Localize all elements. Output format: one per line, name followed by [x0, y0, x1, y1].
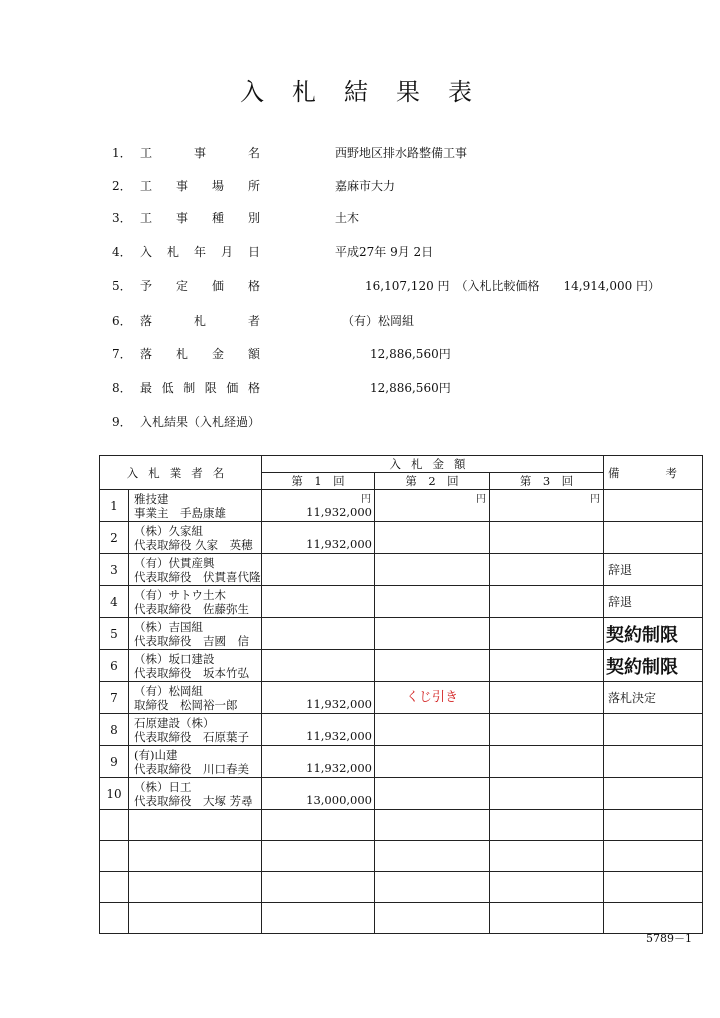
bidder-name — [129, 778, 262, 810]
field-label — [140, 243, 260, 260]
field-label-char: 工 — [140, 179, 153, 193]
bidder-name — [129, 714, 262, 746]
company-name: （有）伏貫産興 — [134, 555, 215, 570]
empty-cell — [100, 841, 129, 872]
field-label-char: 落 — [140, 314, 153, 328]
company-name: (有)山建 — [134, 747, 178, 762]
empty-cell — [604, 903, 703, 934]
field-label-char: 価 — [226, 381, 239, 395]
field-label — [140, 413, 340, 430]
field-label-char: 予 — [140, 279, 153, 293]
round-1-amount: 11,932,000 — [262, 714, 375, 746]
bidder-name — [129, 586, 262, 618]
remark — [604, 746, 703, 778]
representative: 取締役 松岡裕一郎 — [134, 697, 238, 712]
field-number: 1． — [112, 146, 132, 160]
page-title: 入札結果表 — [240, 78, 500, 106]
field-number: 2． — [112, 179, 132, 193]
round-3-amount — [490, 490, 604, 522]
representative: 事業主 手島康雄 — [134, 505, 226, 520]
company-name: 雅技建 — [134, 491, 169, 506]
field-label-char: 年 — [193, 245, 206, 259]
table-row — [100, 650, 703, 682]
round-3-amount — [490, 554, 604, 586]
field-label-char: 金 — [211, 347, 224, 361]
header-round-1: 第 1 回 — [262, 473, 375, 490]
empty-cell — [262, 903, 375, 934]
field-label-char: 額 — [247, 347, 260, 361]
empty-cell — [375, 872, 490, 903]
round-3-amount — [490, 682, 604, 714]
round-1-amount — [262, 618, 375, 650]
field-label-char: 価 — [211, 279, 224, 293]
field-label-char: 事 — [193, 146, 206, 160]
field-label-char: 札 — [175, 347, 188, 361]
bidder-name — [129, 554, 262, 586]
remark: 契約制限 — [604, 618, 703, 650]
empty-cell — [490, 841, 604, 872]
bidder-name — [129, 682, 262, 714]
representative: 代表取締役 吉國 信 — [134, 633, 249, 648]
field-label-char: 場 — [211, 179, 224, 193]
row-number: 3 — [100, 554, 129, 586]
representative: 代表取締役 久家 英穂 — [134, 537, 253, 552]
table-row — [100, 522, 703, 554]
bidder-name — [129, 650, 262, 682]
row-number: 4 — [100, 586, 129, 618]
round-1-amount: 13,000,000 — [262, 778, 375, 810]
round-3-amount — [490, 746, 604, 778]
representative: 代表取締役 坂本竹弘 — [134, 665, 249, 680]
field-value: 西野地区排水路整備工事 — [335, 146, 468, 160]
field-value: 16,107,120 円 （入札比較価格 14,914,000 円） — [365, 279, 661, 293]
empty-cell — [375, 903, 490, 934]
round-2-amount — [375, 586, 490, 618]
field-label — [140, 379, 260, 396]
round-1-amount — [262, 586, 375, 618]
empty-cell — [490, 872, 604, 903]
company-name: （有）サトウ土木 — [134, 587, 226, 602]
round-2-amount — [375, 618, 490, 650]
round-2-amount — [375, 714, 490, 746]
field-value: 土木 — [335, 211, 360, 225]
field-number: 6． — [112, 314, 132, 328]
round-3-amount — [490, 522, 604, 554]
header-round-2: 第 2 回 — [375, 473, 490, 490]
field-label-char: 日 — [247, 245, 260, 259]
field-label-char: 格 — [247, 381, 260, 395]
remark — [604, 522, 703, 554]
yen-unit: 円 — [476, 494, 486, 505]
round-3-amount — [490, 586, 604, 618]
empty-cell — [604, 872, 703, 903]
table-row — [100, 490, 703, 522]
round-1-amount: 11,932,000 — [262, 522, 375, 554]
field-label — [140, 209, 260, 226]
empty-row — [100, 903, 703, 934]
empty-row — [100, 872, 703, 903]
empty-cell — [604, 841, 703, 872]
field-number: 4． — [112, 245, 132, 259]
field-label-char: 事 — [175, 211, 188, 225]
empty-row — [100, 810, 703, 841]
empty-cell — [375, 810, 490, 841]
bidder-name — [129, 522, 262, 554]
yen-unit: 円 — [361, 494, 371, 505]
field-label — [140, 144, 260, 161]
field-label-char: 名 — [247, 146, 260, 160]
round-2-amount — [375, 778, 490, 810]
round-1-amount: 11,932,000 — [262, 682, 375, 714]
remark: 辞退 — [604, 554, 703, 586]
round-1-amount: 円 11,932,000 — [262, 490, 375, 522]
bidder-name — [129, 618, 262, 650]
header-round-3: 第 3 回 — [490, 473, 604, 490]
row-number: 10 — [100, 778, 129, 810]
yen-unit: 円 — [590, 494, 600, 505]
field-label-char: 制 — [183, 381, 196, 395]
field-label-char: 種 — [211, 211, 224, 225]
round-2-amount — [375, 490, 490, 522]
empty-cell — [490, 903, 604, 934]
empty-cell — [100, 810, 129, 841]
round-2-amount — [375, 650, 490, 682]
field-label-char: 定 — [175, 279, 188, 293]
bidder-name — [129, 746, 262, 778]
table-row — [100, 746, 703, 778]
field-label-char: 札 — [166, 245, 179, 259]
empty-row — [100, 841, 703, 872]
field-label-char: 別 — [247, 211, 260, 225]
field-label-char: 入 — [140, 245, 153, 259]
field-label-char: 者 — [247, 314, 260, 328]
field-label-char: 月 — [220, 245, 233, 259]
empty-cell — [604, 810, 703, 841]
empty-cell — [129, 841, 262, 872]
round-2-amount — [375, 554, 490, 586]
field-label-char: 入札結果（入札経過） — [140, 415, 261, 429]
remark — [604, 714, 703, 746]
field-label-char: 工 — [140, 146, 153, 160]
row-number: 5 — [100, 618, 129, 650]
table-row — [100, 682, 703, 714]
field-value: 12,886,560円 — [370, 381, 451, 395]
representative: 代表取締役 石原葉子 — [134, 729, 249, 744]
company-name: （有）松岡組 — [134, 683, 203, 698]
field-label-char: 工 — [140, 211, 153, 225]
round-1-amount — [262, 554, 375, 586]
remark: 契約制限 — [604, 650, 703, 682]
field-number: 5． — [112, 279, 132, 293]
field-value: （有）松岡組 — [342, 314, 415, 328]
round-2-amount — [375, 522, 490, 554]
header-remarks: 備 考 — [604, 456, 703, 490]
field-label — [140, 345, 260, 362]
row-number: 2 — [100, 522, 129, 554]
remark: 辞退 — [604, 586, 703, 618]
field-number: 7． — [112, 347, 132, 361]
bid-results-table — [99, 455, 703, 934]
remark: 落札決定 — [604, 682, 703, 714]
field-label-char: 事 — [175, 179, 188, 193]
field-label-char: 札 — [193, 314, 206, 328]
company-name: 石原建設（株） — [134, 715, 215, 730]
table-row — [100, 618, 703, 650]
empty-cell — [262, 872, 375, 903]
field-number: 8． — [112, 381, 132, 395]
company-name: （株）久家組 — [134, 523, 203, 538]
round-1-amount — [262, 650, 375, 682]
empty-cell — [262, 841, 375, 872]
row-number: 8 — [100, 714, 129, 746]
field-label — [140, 177, 260, 194]
round-3-amount — [490, 618, 604, 650]
empty-cell — [375, 841, 490, 872]
field-label-char: 低 — [161, 381, 174, 395]
empty-cell — [100, 903, 129, 934]
round-1-amount: 11,932,000 — [262, 746, 375, 778]
field-value: 12,886,560円 — [370, 347, 451, 361]
field-label-char: 所 — [247, 179, 260, 193]
round-2-amount — [375, 746, 490, 778]
company-name: （株）坂口建設 — [134, 651, 215, 666]
representative: 代表取締役 佐藤弥生 — [134, 601, 249, 616]
field-label-char: 最 — [140, 381, 153, 395]
empty-cell — [129, 872, 262, 903]
table-row — [100, 586, 703, 618]
row-number: 1 — [100, 490, 129, 522]
representative: 代表取締役 大塚 芳尋 — [134, 793, 253, 808]
table-row — [100, 714, 703, 746]
field-value: 嘉麻市大力 — [335, 179, 396, 193]
round-3-amount — [490, 778, 604, 810]
empty-cell — [490, 810, 604, 841]
document-number: 5789－1 — [646, 932, 692, 945]
field-value: 平成27年 9月 2日 — [335, 245, 434, 259]
remark — [604, 490, 703, 522]
round-2-amount — [375, 682, 490, 714]
remark — [604, 778, 703, 810]
table-row — [100, 778, 703, 810]
empty-cell — [129, 810, 262, 841]
row-number: 6 — [100, 650, 129, 682]
lottery-note: くじ引き — [405, 690, 458, 705]
field-label — [140, 277, 260, 294]
row-number: 9 — [100, 746, 129, 778]
round-3-amount — [490, 650, 604, 682]
field-label-char: 落 — [140, 347, 153, 361]
field-number: 9． — [112, 415, 132, 429]
representative: 代表取締役 川口春美 — [134, 761, 249, 776]
company-name: （株）吉国組 — [134, 619, 203, 634]
bidder-name — [129, 490, 262, 522]
representative: 代表取締役 伏貫喜代隆 — [134, 569, 261, 584]
field-number: 3． — [112, 211, 132, 225]
table-row — [100, 554, 703, 586]
empty-cell — [100, 872, 129, 903]
empty-cell — [129, 903, 262, 934]
field-label-char: 格 — [247, 279, 260, 293]
company-name: （株）日工 — [134, 779, 192, 794]
empty-cell — [262, 810, 375, 841]
round-3-amount — [490, 714, 604, 746]
header-bidder: 入札業者名 — [100, 456, 262, 490]
row-number: 7 — [100, 682, 129, 714]
header-amount: 入札金額 — [262, 456, 604, 473]
field-label-char: 限 — [204, 381, 217, 395]
field-label — [140, 312, 260, 329]
